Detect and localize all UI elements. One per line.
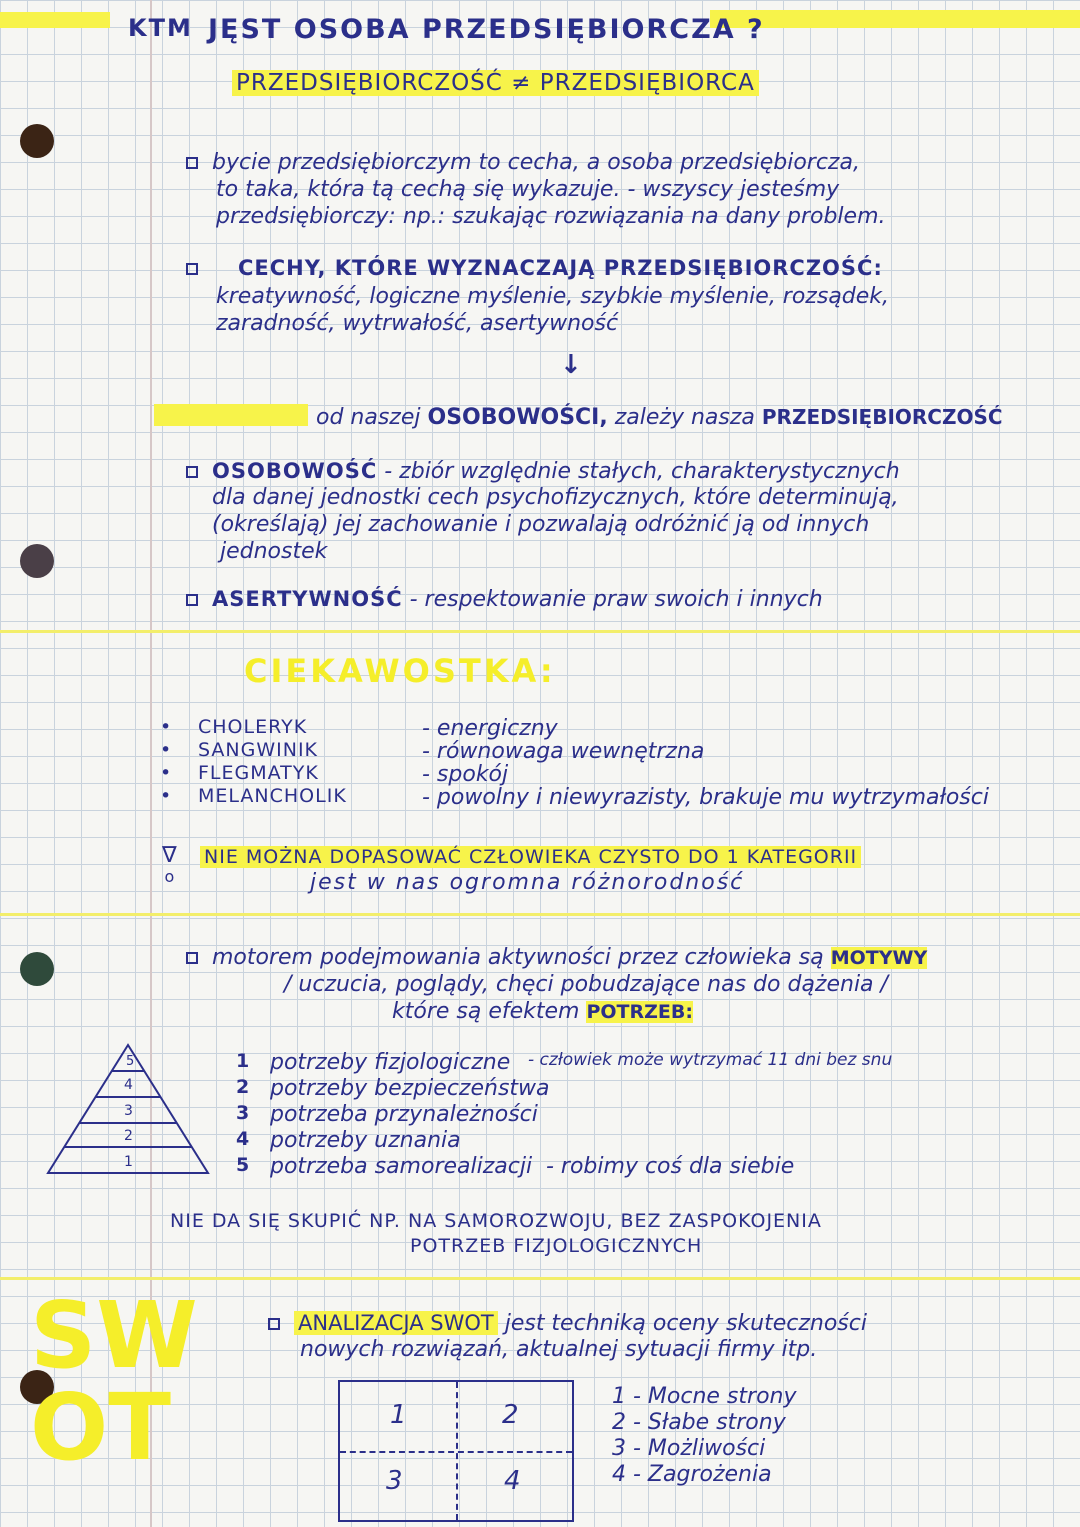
bullet2-line1: kreatywność, logiczne myślenie, szybkie myślenie, rozsądek, — [216, 284, 890, 309]
swot-legend-item: 3 - Możliwości — [612, 1436, 766, 1461]
need-num: 4 — [236, 1128, 250, 1150]
header-highlight-right — [710, 10, 1080, 28]
temperament-name: SANGWINIK — [198, 739, 319, 761]
pyramid-level: 2 — [124, 1128, 133, 1144]
bullet-marker — [186, 466, 198, 478]
temperament-name: FLEGMATYK — [198, 762, 319, 784]
personality-line — [316, 404, 1003, 431]
bullet-marker — [186, 594, 198, 606]
down-arrow: ↓ — [560, 350, 582, 380]
warning-icon: ∇ o — [162, 843, 177, 886]
need-num: 5 — [236, 1154, 250, 1176]
swot-cell: 3 — [386, 1466, 403, 1496]
need-num: 3 — [236, 1102, 250, 1124]
bullet-marker — [268, 1318, 280, 1330]
swot-cell: 2 — [502, 1400, 519, 1430]
binder-hole — [20, 952, 54, 986]
motives-line3-text: które są efektem — [392, 999, 580, 1024]
motives-line2: / uczucia, poglądy, chęci pobudzające nas do dążenia / — [284, 972, 888, 997]
pyramid-level: 4 — [124, 1077, 133, 1093]
bullet2 — [186, 256, 883, 280]
warning-line1: NIE MOŻNA DOPASOWAĆ CZŁOWIEKA CZYSTO DO 1 KATEGORII — [200, 846, 861, 868]
need-text: potrzeba przynależności — [270, 1102, 538, 1127]
need-row — [236, 1050, 936, 1076]
need-num: 2 — [236, 1076, 250, 1098]
header-highlight-left — [0, 12, 110, 28]
bullet-marker — [186, 157, 198, 169]
osobowosc-line3: (określają) jej zachowanie i pozwalają odróżnić ją od innych — [212, 512, 870, 537]
need-num: 1 — [236, 1050, 250, 1072]
temperament-desc: - energiczny — [422, 716, 558, 741]
binder-hole — [20, 544, 54, 578]
header-prefix: KTM — [128, 14, 193, 42]
bullet-marker — [186, 263, 198, 275]
temperament-name: CHOLERYK — [198, 716, 308, 738]
personality-word: OSOBOWOŚCI, — [427, 405, 608, 430]
swot-legend-item: 2 - Słabe strony — [612, 1410, 786, 1435]
need-note: - robimy coś dla siebie — [546, 1154, 795, 1179]
page-title: JĘST OSOBA PRZEDSIĘBIORCZA ? — [208, 14, 765, 45]
temperament-desc: - spokój — [422, 762, 509, 787]
pyramid-level: 5 — [126, 1054, 135, 1069]
motives-line3 — [392, 999, 693, 1025]
needs-footnote-line2: POTRZEB FIZJOLOGICZNYCH — [410, 1235, 703, 1257]
personality-prefix: od naszej — [316, 405, 421, 430]
personality-end: PRZEDSIĘBIORCZOŚĆ — [761, 405, 1003, 429]
swot-term: ANALIZACJA SWOT — [294, 1311, 498, 1335]
bullet1-line2: to taka, która tą cechą się wykazuje. - wszyscy jesteśmy — [216, 177, 840, 202]
swot-line1 — [268, 1310, 867, 1337]
bullet-marker — [186, 952, 198, 964]
swot-cell: 4 — [504, 1466, 521, 1496]
need-row — [236, 1076, 936, 1102]
motives-line1 — [186, 945, 927, 971]
need-text: potrzeby uznania — [270, 1128, 461, 1153]
swot-legend — [612, 1384, 797, 1488]
need-row — [236, 1128, 936, 1154]
page-subtitle: PRZEDSIĘBIORCZOŚĆ ≠ PRZEDSIĘBIORCA — [232, 70, 759, 96]
swot-line1-text: jest techniką oceny skuteczności — [504, 1311, 867, 1336]
osobowosc-line1: - zbiór względnie stałych, charakterystycznych — [384, 459, 900, 484]
warning-line2: jest w nas ogromna różnorodność — [310, 870, 745, 895]
section-separator — [0, 1277, 1080, 1280]
need-text: potrzeba samorealizacji — [270, 1154, 533, 1179]
pyramid-level: 1 — [124, 1154, 133, 1170]
osobowosc-line2: dla danej jednostki cech psychofizycznych, które determinują, — [212, 485, 899, 510]
osobowosc-term: OSOBOWOŚĆ — [212, 459, 378, 483]
swot-legend-item: 4 - Zagrożenia — [612, 1462, 772, 1487]
section-separator — [0, 630, 1080, 633]
personality-highlight — [154, 404, 308, 426]
bullet1-line3: przedsiębiorczy: np.: szukając rozwiązania na dany problem. — [216, 204, 886, 229]
bullet1 — [186, 150, 860, 176]
swot-side-letters: SW OT — [30, 1282, 198, 1481]
temperament-desc: - powolny i niewyrazisty, brakuje mu wytrzymałości — [422, 785, 989, 810]
pyramid-level: 3 — [124, 1103, 133, 1119]
personality-mid: zależy nasza — [614, 405, 755, 430]
binder-hole — [20, 124, 54, 158]
ciekawostka-heading: CIEKAWOSTKA: — [244, 652, 556, 690]
motives-keyword: MOTYWY — [830, 947, 928, 969]
maslow-pyramid — [46, 1043, 210, 1175]
need-row — [236, 1102, 936, 1128]
temperament-desc: - równowaga wewnętrzna — [422, 739, 705, 764]
needs-footnote-line1: NIE DA SIĘ SKUPIĆ NP. NA SAMOROZWOJU, BEZ ZASPOKOJENIA — [170, 1210, 822, 1232]
asertywnosc-row — [186, 586, 823, 613]
section-separator — [0, 913, 1080, 916]
osobowosc-row — [186, 458, 900, 485]
bullet2-line2: zaradność, wytrwałość, asertywność — [216, 311, 619, 336]
need-row — [236, 1154, 936, 1180]
asertywnosc-def: - respektowanie praw swoich i innych — [409, 587, 823, 612]
temperament-name: MELANCHOLIK — [198, 785, 347, 807]
bullet1-line1: bycie przedsiębiorczym to cecha, a osoba przedsiębiorcza, — [212, 150, 860, 175]
potrzeb-keyword: POTRZEB: — [586, 1001, 693, 1023]
asertywnosc-term: ASERTYWNOŚĆ — [212, 587, 403, 611]
bullet2-heading: CECHY, KTÓRE WYZNACZAJĄ PRZEDSIĘBIORCZOŚĆ: — [238, 256, 883, 280]
need-text: potrzeby fizjologiczne — [270, 1050, 511, 1075]
need-text: potrzeby bezpieczeństwa — [270, 1076, 550, 1101]
swot-line2: nowych rozwiązań, aktualnej sytuacji firmy itp. — [300, 1337, 818, 1362]
swot-cell: 1 — [390, 1400, 407, 1430]
swot-legend-item: 1 - Mocne strony — [612, 1384, 797, 1409]
motives-text: motorem podejmowania aktywności przez człowieka są — [212, 945, 824, 970]
needs-list — [236, 1050, 936, 1180]
swot-grid — [338, 1380, 574, 1522]
osobowosc-line4: jednostek — [220, 539, 328, 564]
need-note: - człowiek może wytrzymać 11 dni bez snu — [528, 1050, 893, 1070]
